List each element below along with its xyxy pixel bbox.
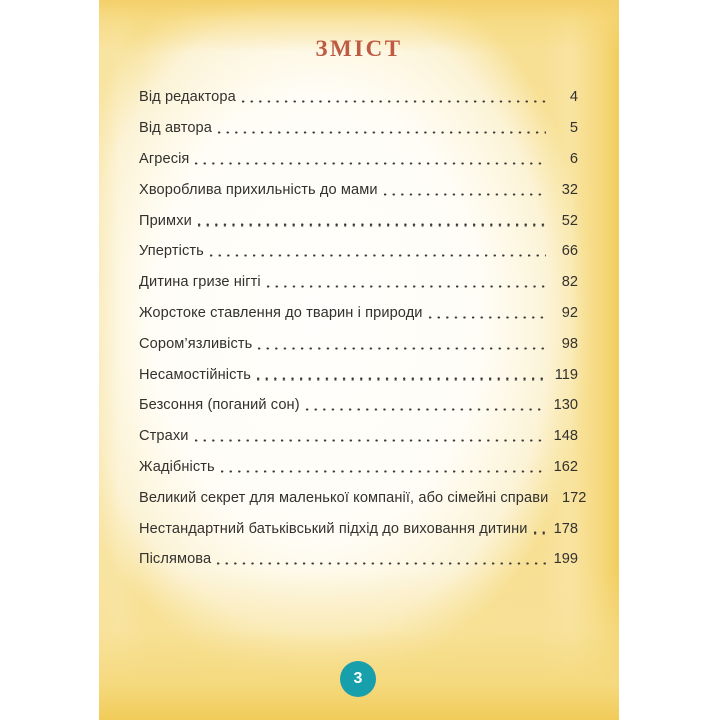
toc-entry-page: 32 <box>561 181 578 198</box>
toc-entry-label: Жорстоке ставлення до тварин і природи <box>139 304 423 321</box>
dot-leader <box>242 101 546 103</box>
toc-entry <box>139 113 578 144</box>
toc-entry-page: 199 <box>553 551 578 568</box>
toc-entry-page: 148 <box>553 428 578 445</box>
toc-entry <box>139 267 578 298</box>
toc-entry <box>139 236 578 267</box>
toc-entry-label: Страхи <box>139 428 189 445</box>
toc-entry-label: Великий секрет для маленької компанії, або сімейні справи <box>139 489 549 506</box>
toc-entry <box>139 544 578 575</box>
dot-leader <box>195 440 546 442</box>
toc-entry-label: Нестандартний батьківський підхід до виховання дитини <box>139 520 528 537</box>
toc-entry-label: Безсоння (поганий сон) <box>139 397 300 414</box>
toc-entry <box>139 482 587 513</box>
toc-entry <box>139 328 578 359</box>
toc-entry-label: Післямова <box>139 551 212 568</box>
toc-entry <box>139 174 578 205</box>
toc-entry-label: Від автора <box>139 120 212 137</box>
toc-entry-page: 82 <box>561 274 578 291</box>
dot-leader <box>217 563 546 565</box>
dot-leader <box>218 132 546 134</box>
toc-entry-label: Хвороблива прихильність до мами <box>139 181 378 198</box>
toc-entry <box>139 513 578 544</box>
toc-entry-label: Упертість <box>139 243 204 260</box>
dot-leader <box>195 162 546 164</box>
toc-entry-label: Агресія <box>139 150 190 167</box>
page-number-badge <box>340 661 376 697</box>
toc-entry-page: 66 <box>561 243 578 260</box>
toc-entry-page: 172 <box>561 489 587 506</box>
toc-entry-label: Несамостійність <box>139 366 251 383</box>
toc-entry <box>139 205 578 236</box>
toc-entry-label: Примхи <box>139 212 192 229</box>
toc-entry-label: Сором’язливість <box>139 335 253 352</box>
toc-entry-page: 5 <box>569 120 578 137</box>
page-number-label: 3 <box>353 670 363 687</box>
table-of-contents <box>139 82 587 575</box>
toc-entry-page: 98 <box>561 335 578 352</box>
toc-entry-page: 130 <box>553 397 578 414</box>
toc-entry <box>139 421 578 452</box>
dot-leader <box>198 224 546 226</box>
toc-entry <box>139 359 578 390</box>
toc-entry-page: 178 <box>553 520 578 537</box>
toc-entry-page: 52 <box>561 212 578 229</box>
toc-entry <box>139 390 578 421</box>
dot-leader <box>258 347 546 349</box>
contents-title: ЗМІСТ <box>315 36 403 61</box>
toc-entry-label: Жадібність <box>139 458 215 475</box>
toc-entry-page: 119 <box>554 366 578 383</box>
dot-leader <box>429 316 546 318</box>
dot-leader <box>210 255 546 257</box>
dot-leader <box>257 378 546 380</box>
dot-leader <box>267 286 546 288</box>
dot-leader <box>534 532 546 534</box>
toc-entry-page: 92 <box>561 304 578 321</box>
toc-entry-label: Від редактора <box>139 89 236 106</box>
dot-leader <box>221 470 546 472</box>
toc-entry-label: Дитина гризе нігті <box>139 274 261 291</box>
toc-entry <box>139 452 578 483</box>
toc-entry <box>139 144 578 175</box>
toc-entry <box>139 82 578 113</box>
dot-leader <box>306 409 546 411</box>
dot-leader <box>384 193 546 195</box>
toc-entry-page: 6 <box>569 150 578 167</box>
toc-entry-page: 162 <box>553 458 578 475</box>
toc-entry-page: 4 <box>569 89 578 106</box>
book-page-scan <box>99 0 619 720</box>
toc-entry <box>139 298 578 329</box>
